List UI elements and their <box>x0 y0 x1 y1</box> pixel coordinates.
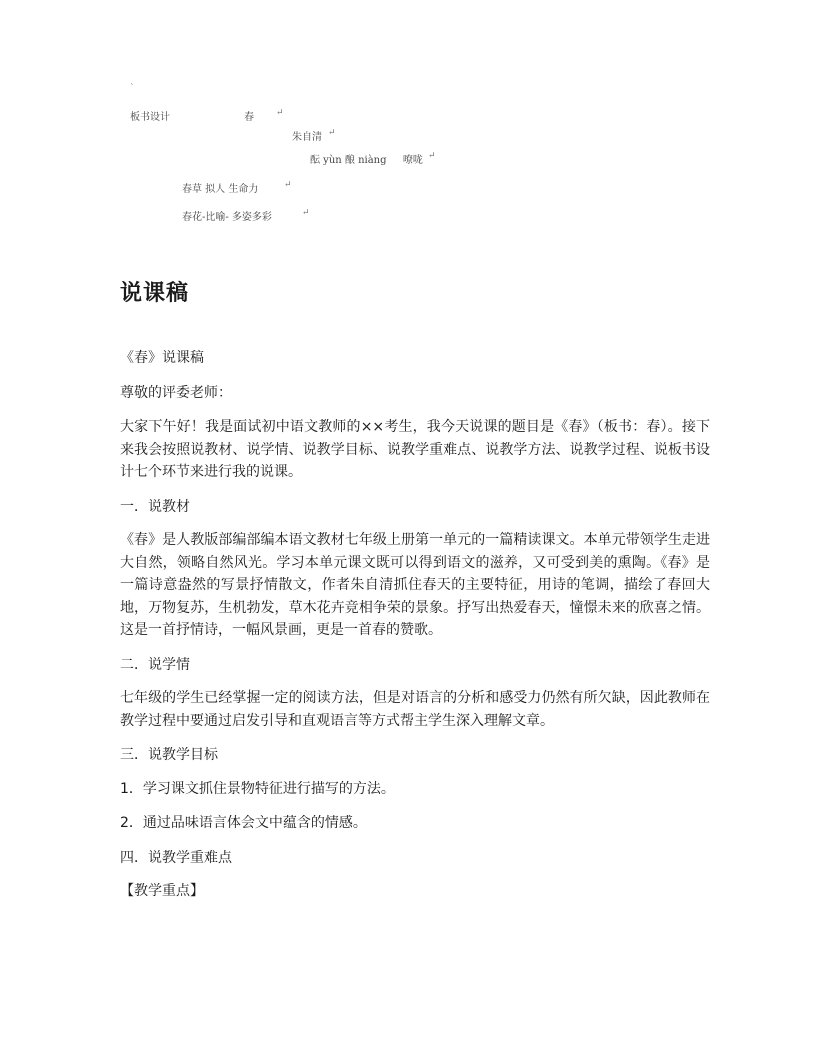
page-title: 说课稿 <box>120 281 190 306</box>
return-mark: ↵ <box>328 128 336 138</box>
board-title: 春 <box>244 112 254 123</box>
board-line-2: 春花-比喻- 多姿多彩 <box>182 212 272 223</box>
section-heading: 一．说教材 <box>120 498 190 515</box>
board-line-1: 春草 拟人 生命力 <box>182 184 259 195</box>
board-label: 板书设计 <box>130 112 170 123</box>
image-mark: ` <box>130 84 135 94</box>
document-body <box>120 276 710 915</box>
return-mark: ↵ <box>284 180 292 190</box>
intro-paragraph: 大家下午好！我是面试初中语文教师的××考生，我今天说课的题目是《春》（板书：春）。接下来我会按照说教材、说学情、说教学目标、说教学重难点、说教学方法、说教学过程、说板书设计七个环节来进行我的说课。 <box>120 419 710 480</box>
section-heading: 三．说教学目标 <box>120 747 218 763</box>
subsection-heading: 【教学重点】 <box>120 883 204 899</box>
return-mark: ↵ <box>302 208 310 218</box>
body-paragraph: 七年级的学生已经掌握一定的阅读方法，但是对语言的分析和感受力仍然有所欠缺，因此教师在教学过程中要通过启发引导和直观语言等方式帮主学生深入理解文章。 <box>120 690 710 729</box>
section-heading: 二．说学情 <box>120 656 190 673</box>
return-mark: ↵ <box>276 108 284 118</box>
board-pinyin: 酝 yùn 酿 niàng 嘹咙 <box>310 155 423 166</box>
doc-title-line: 《春》说课稿 <box>120 350 204 366</box>
salutation: 尊敬的评委老师： <box>120 384 232 401</box>
board-author: 朱自清 <box>292 132 322 143</box>
body-paragraph: 《春》是人教版部编部编本语文教材七年级上册第一单元的一篇精读课文。本单元带领学生走进大自然，领略自然风光。学习本单元课文既可以得到语文的滋养，又可受到美的熏陶。《春》是一篇诗意盎然的写景抒情散文，作者朱自清抓住春天的主要特征，用诗的笔调，描绘了春回大地，万物复苏，生机勃发，草木花卉竞相争荣的景象。抒写出热爱春天，憧憬未来的欣喜之情。这是一首抒情诗，一幅风景画，更是一首春的赞歌。 <box>120 532 710 638</box>
section-heading: 四．说教学重难点 <box>120 849 232 866</box>
list-item: 1．学习课文抓住景物特征进行描写的方法。 <box>120 780 395 797</box>
list-item: 2．通过品味语言体会文中蕴含的情感。 <box>120 815 367 831</box>
board-design-image <box>120 84 460 234</box>
return-mark: ↵ <box>428 151 436 161</box>
